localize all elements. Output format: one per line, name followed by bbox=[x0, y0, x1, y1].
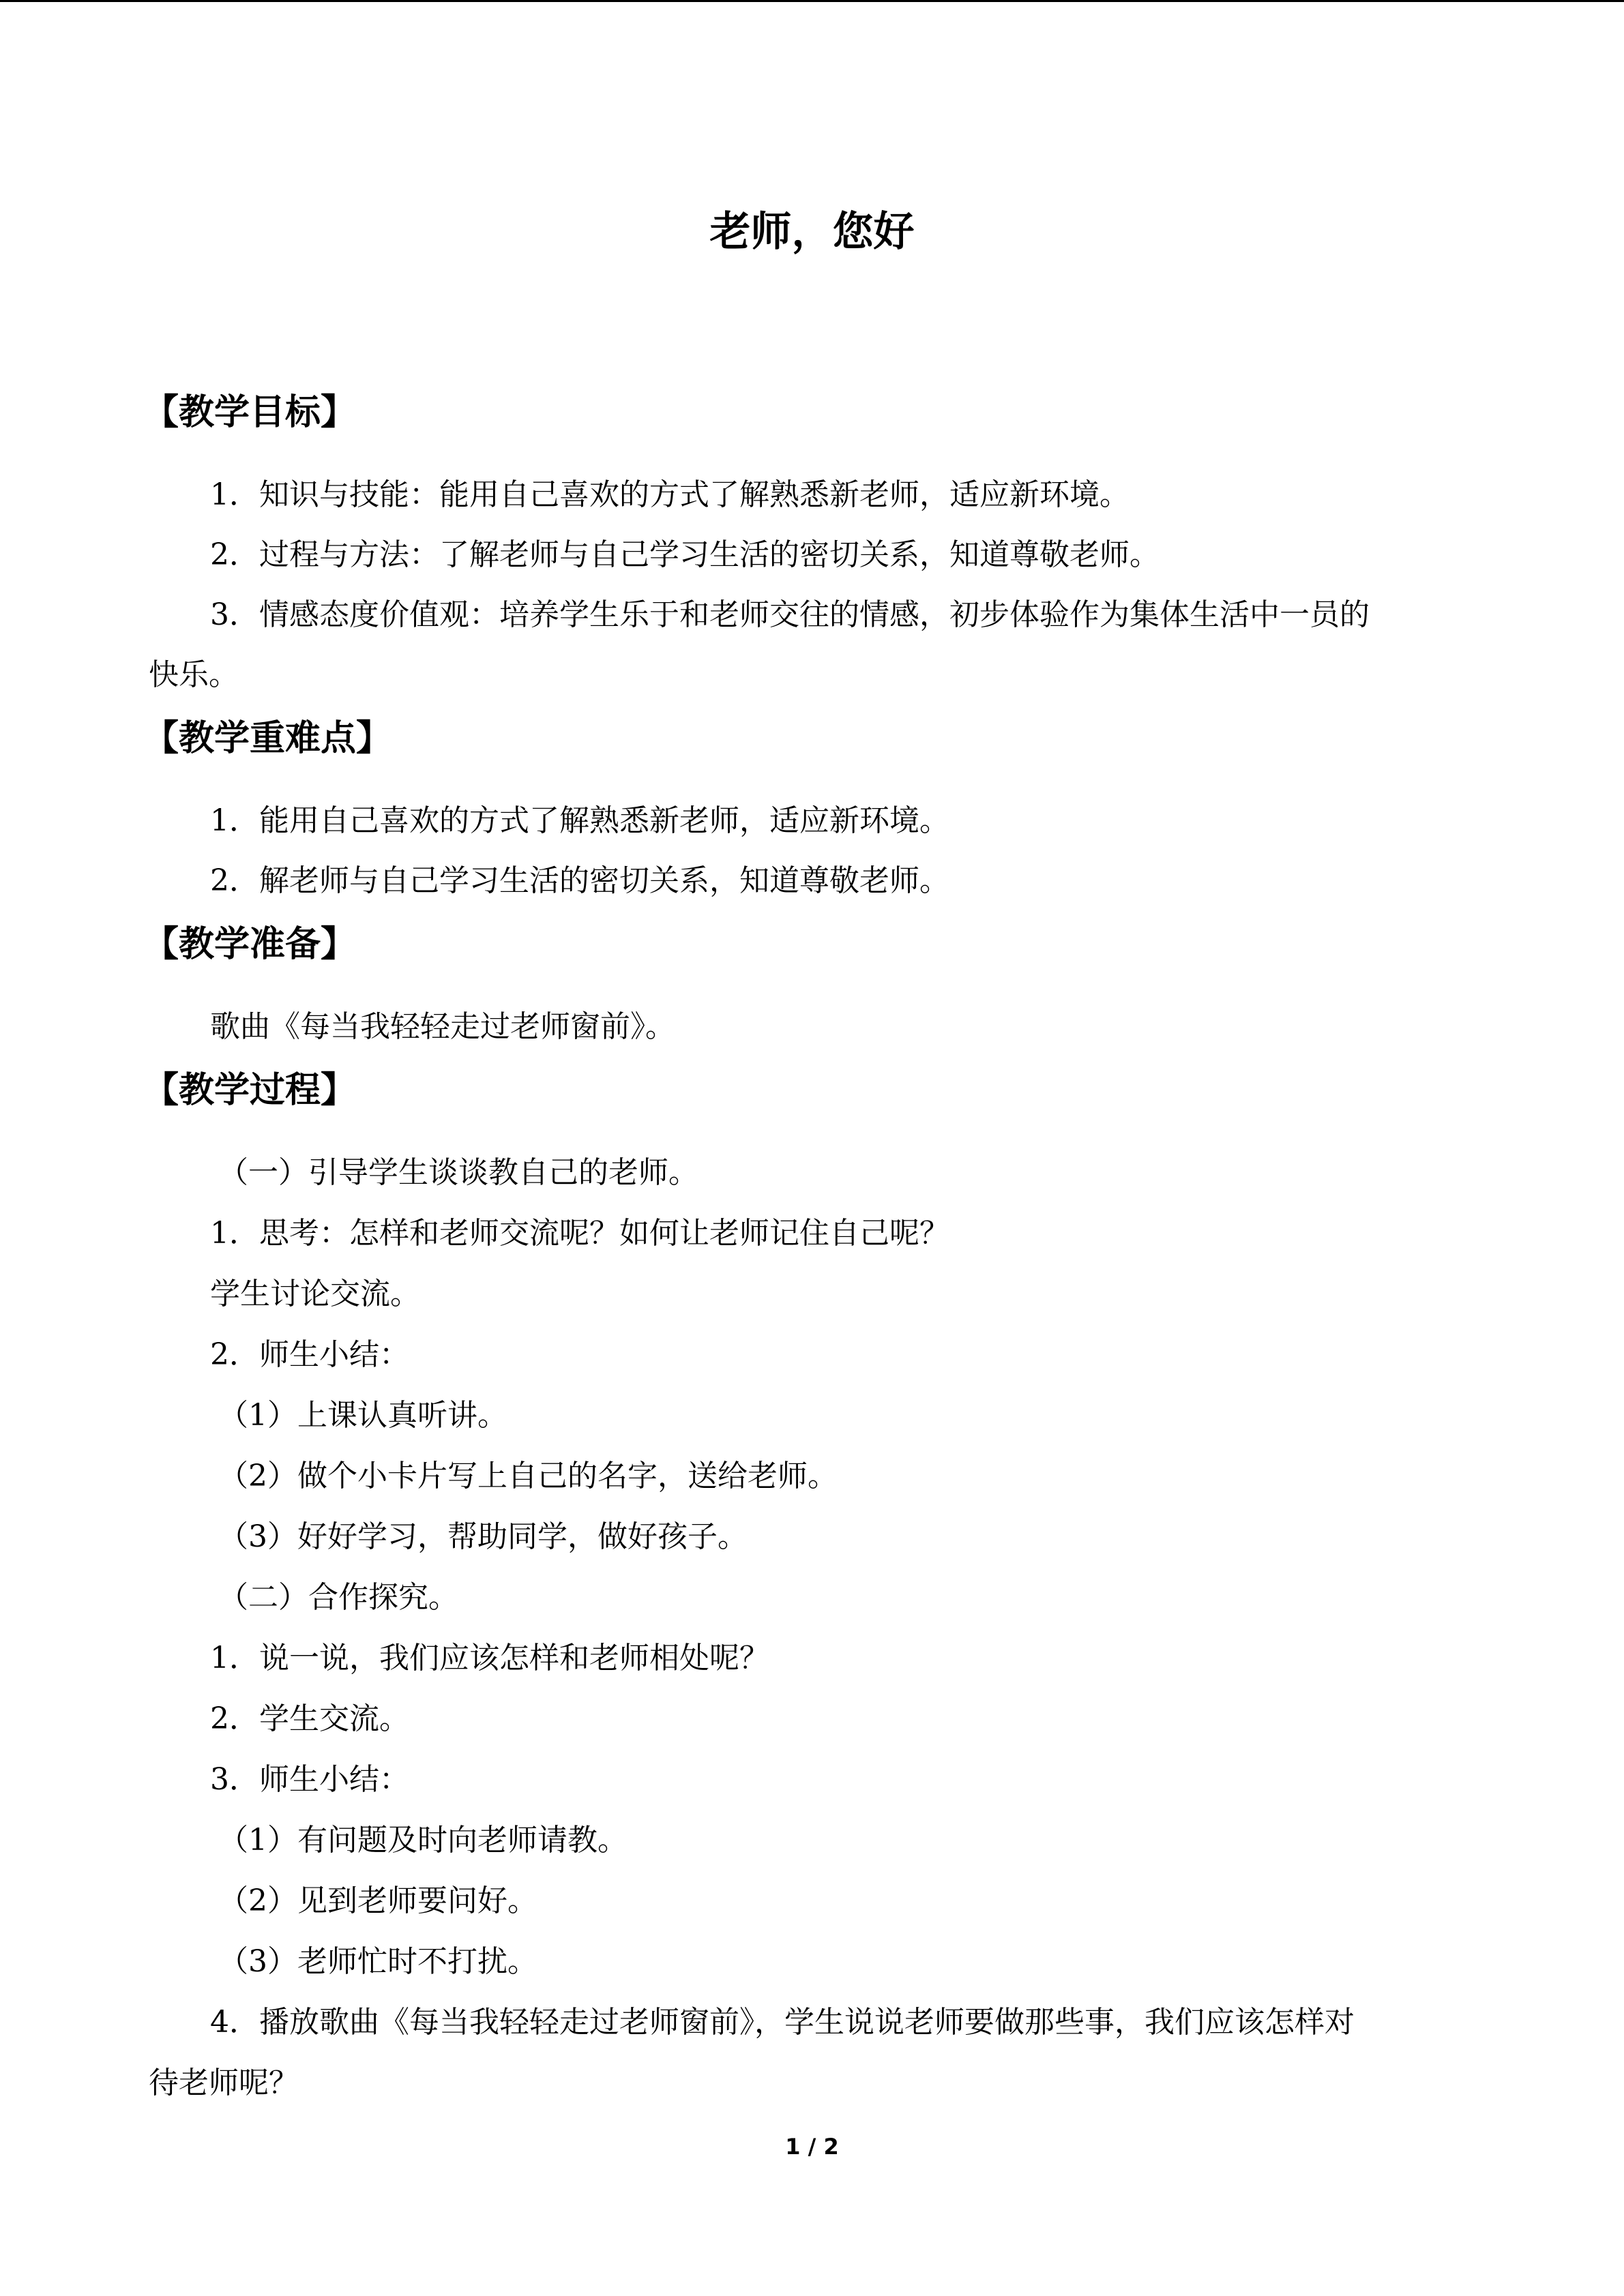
preparation-item-1: 歌曲《每当我轻轻走过老师窗前》。 bbox=[210, 1009, 675, 1044]
goals-item-1: 1．知识与技能：能用自己喜欢的方式了解熟悉新老师，适应新环境。 bbox=[210, 477, 1130, 512]
section-heading-process: 【教学过程】 bbox=[143, 1070, 357, 1111]
process-item-1: （一）引导学生谈谈教自己的老师。 bbox=[218, 1155, 698, 1190]
goals-item-3: 3．情感态度价值观：培养学生乐于和老师交往的情感，初步体验作为集体生活中一员的 bbox=[210, 597, 1370, 632]
process-item-13: （2）见到老师要问好。 bbox=[218, 1883, 537, 1918]
process-item-6: （2）做个小卡片写上自己的名字，送给老师。 bbox=[218, 1459, 838, 1493]
page-number: 1 / 2 bbox=[785, 2134, 839, 2160]
process-item-4: 2．师生小结： bbox=[210, 1337, 409, 1372]
process-item-11: 3．师生小结： bbox=[210, 1762, 409, 1797]
process-item-2: 1．思考：怎样和老师交流呢？如何让老师记住自己呢？ bbox=[210, 1216, 949, 1251]
keypoints-item-1: 1．能用自己喜欢的方式了解熟悉新老师，适应新环境。 bbox=[210, 803, 949, 838]
keypoints-item-2: 2．解老师与自己学习生活的密切关系，知道尊敬老师。 bbox=[210, 863, 949, 898]
process-item-15-continuation: 待老师呢？ bbox=[149, 2066, 299, 2100]
process-item-15: 4．播放歌曲《每当我轻轻走过老师窗前》，学生说说老师要做那些事，我们应该怎样对 bbox=[210, 2005, 1355, 2040]
process-item-10: 2．学生交流。 bbox=[210, 1701, 409, 1736]
process-item-9: 1．说一说，我们应该怎样和老师相处呢？ bbox=[210, 1641, 769, 1675]
document-title: 老师，您好 bbox=[709, 208, 915, 256]
process-item-8: （二）合作探究。 bbox=[218, 1580, 458, 1615]
process-item-12: （1）有问题及时向老师请教。 bbox=[218, 1823, 628, 1858]
goals-item-2: 2．过程与方法：了解老师与自己学习生活的密切关系，知道尊敬老师。 bbox=[210, 537, 1160, 572]
section-heading-goals: 【教学目标】 bbox=[143, 392, 357, 433]
goals-item-3-continuation: 快乐。 bbox=[149, 657, 239, 692]
section-heading-keypoints: 【教学重难点】 bbox=[143, 718, 392, 759]
process-item-5: （1）上课认真听讲。 bbox=[218, 1398, 507, 1433]
section-heading-preparation: 【教学准备】 bbox=[143, 924, 357, 965]
process-item-7: （3）好好学习，帮助同学，做好孩子。 bbox=[218, 1519, 748, 1554]
process-item-14: （3）老师忙时不打扰。 bbox=[218, 1944, 537, 1979]
process-item-3: 学生讨论交流。 bbox=[210, 1277, 420, 1311]
